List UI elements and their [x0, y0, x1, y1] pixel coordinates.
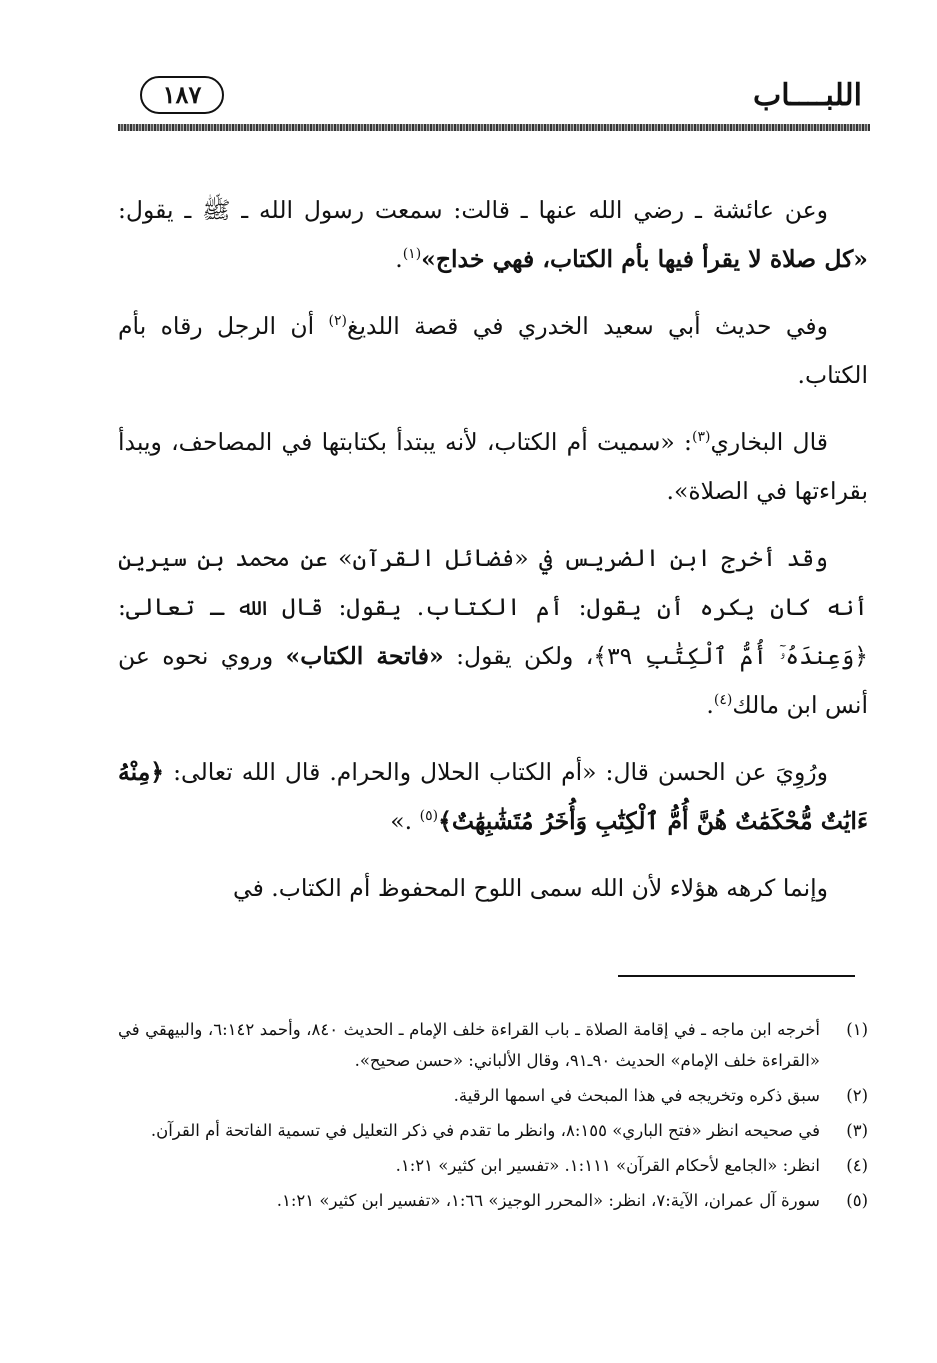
footnote-3 — [118, 1115, 868, 1146]
paragraph-5-text-a: ورُوِيَ عن الحسن قال: «أم الكتاب الحلال والحرام. قال الله تعالى: — [164, 758, 828, 786]
footnote-2 — [118, 1080, 868, 1111]
paragraph-1-text: وعن عائشة ـ رضي الله عنها ـ قالت: سمعت رسول الله ـ ﷺ ـ يقول: — [118, 196, 828, 224]
paragraph-1 — [118, 186, 868, 284]
paragraph-1-end: . — [395, 245, 403, 273]
page-header — [118, 68, 870, 120]
footnote-number: (٥) — [846, 1191, 868, 1210]
footnote-number: (٢) — [846, 1086, 868, 1105]
footnote-ref-5[interactable]: (٥) — [419, 808, 439, 825]
quran-verse-2: ﴿مِنْهُ ءَايَٰتٌ مُّحْكَمَٰتٌ هُنَّ أُمُّ ٱلْكِتَٰبِ وَأُخَرُ مُتَشَٰبِهَٰتٌ﴾ — [118, 758, 868, 835]
paragraph-2 — [118, 302, 868, 400]
paragraph-4-end: . — [706, 691, 714, 719]
footnote-4 — [118, 1150, 868, 1181]
paragraph-5-end: .» — [390, 807, 420, 835]
footnote-text: انظر: «الجامع لأحكام القرآن» ١:١١١. «تفسير ابن كثير» ١:٢١. — [395, 1156, 820, 1175]
paragraph-3 — [118, 418, 868, 516]
hadith-quote: «كل صلاة لا يقرأ فيها بأم الكتاب، فهي خداج» — [421, 245, 868, 273]
paragraph-2-text-b: أن الرجل رقاه بأم الكتاب. — [118, 312, 868, 389]
footnote-separator — [618, 975, 855, 977]
paragraph-6 — [118, 864, 868, 913]
paragraph-3-text-a: قال البخاري — [710, 428, 828, 456]
paragraph-6-text: وإنما كرهه هؤلاء لأن الله سمى اللوح المحفوظ أم الكتاب. في — [233, 874, 828, 902]
fatiha-term: «فاتحة الكتاب» — [285, 642, 444, 670]
paragraph-5 — [118, 748, 868, 846]
paragraph-4-text-b: ، ولكن يقول: — [443, 642, 594, 670]
footnote-text: أخرجه ابن ماجه ـ في إقامة الصلاة ـ باب القراءة خلف الإمام ـ الحديث ٨٤٠، وأحمد ٦:١٤٢، والبيهقي في «القراءة خلف الإمام» الحديث ٩٠ـ٩١، وقال الألباني: «حسن صحيح». — [118, 1020, 821, 1070]
footnote-5 — [118, 1185, 868, 1216]
paragraph-4-text-c: وروي نحوه عن أنس ابن مالك — [118, 642, 868, 719]
paragraph-2-text-a: وفي حديث أبي سعيد الخدري في قصة اللديغ — [346, 312, 828, 340]
footnote-1 — [118, 1014, 868, 1076]
page-number-badge: ١٨٧ — [140, 76, 224, 114]
main-text — [118, 186, 868, 931]
footnote-number: (٣) — [846, 1121, 868, 1140]
quran-verse-1: ﴿وَعِندَهُۥٓ أُمُّ ٱلْكِتَٰبِ ٣٩﴾ — [593, 642, 868, 670]
paragraph-3-text-b: : «سميت أم الكتاب، لأنه يبتدأ بكتابتها في المصاحف، ويبدأ بقراءتها في الصلاة». — [118, 428, 868, 505]
book-title: اللبــــاب — [753, 78, 862, 113]
footnote-ref-3[interactable]: (٣) — [691, 429, 711, 446]
footnote-ref-1[interactable]: (١) — [402, 246, 422, 263]
footnote-number: (٤) — [846, 1156, 868, 1175]
footnote-number: (١) — [846, 1020, 868, 1039]
footnote-ref-2[interactable]: (٢) — [328, 313, 347, 330]
footnotes — [118, 1014, 868, 1220]
footnote-ref-4[interactable]: (٤) — [713, 692, 733, 709]
footnote-text: سورة آل عمران، الآية:٧، انظر: «المحرر الوجيز» ١:٦٦، «تفسير ابن كثير» ١:٢١. — [276, 1191, 820, 1210]
footnote-text: سبق ذكره وتخريجه في هذا المبحث في اسمها الرقية. — [453, 1086, 820, 1105]
paragraph-4-text-a: وقد أخرج ابن الضريس في «فضائل القرآن» عن محمد بن سيرين أنه كان يكره أن يقول: أم الكتاب. يقول: قال الله ـ تعالى: — [118, 544, 868, 621]
footnote-text: في صحيحه انظر «فتح الباري» ٨:١٥٥، وانظر ما تقدم في ذكر التعليل في تسمية الفاتحة أم القرآن. — [150, 1121, 820, 1140]
header-rule — [118, 124, 870, 131]
paragraph-4 — [118, 534, 868, 730]
